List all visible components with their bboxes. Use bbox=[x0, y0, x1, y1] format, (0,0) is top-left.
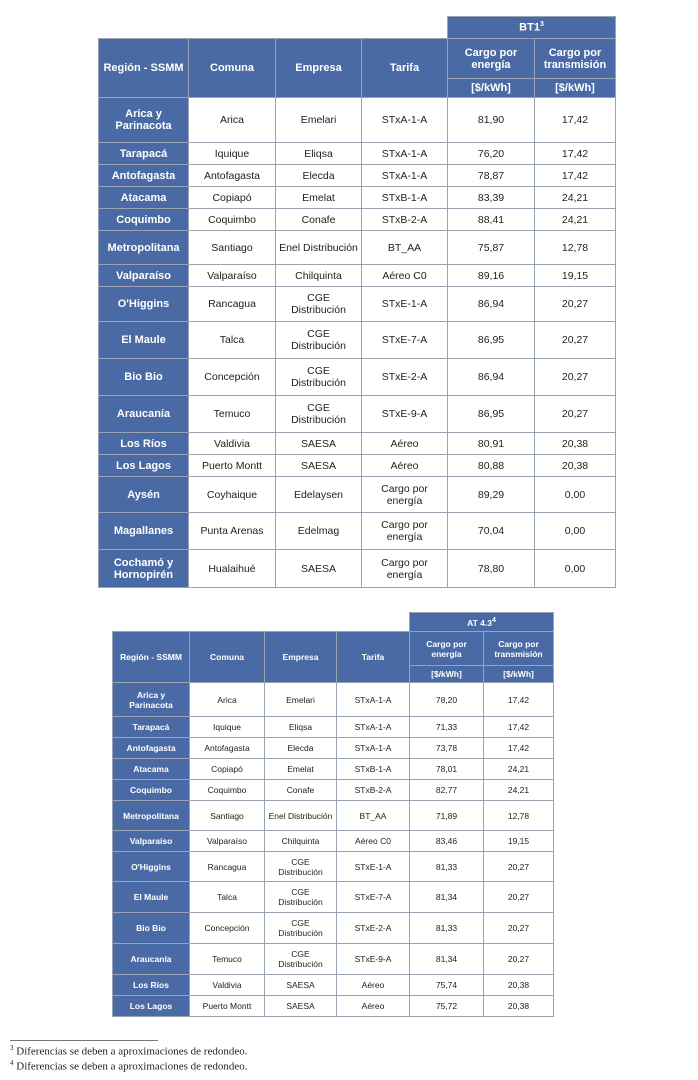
tarifa-cell: STxA-1-A bbox=[337, 738, 410, 759]
table-row bbox=[99, 209, 616, 231]
comuna-cell: Talca bbox=[189, 322, 276, 359]
empresa-cell: SAESA bbox=[265, 975, 337, 996]
transmision-cell: 24,21 bbox=[484, 780, 554, 801]
region-cell: Bio Bio bbox=[113, 913, 190, 944]
empresa-cell: Emelat bbox=[265, 759, 337, 780]
comuna-cell: Santiago bbox=[190, 801, 265, 831]
table-row bbox=[99, 396, 616, 433]
empresa-cell: Conafe bbox=[276, 209, 362, 231]
comuna-cell: Coyhaique bbox=[189, 477, 276, 513]
transmision-cell: 20,27 bbox=[535, 396, 616, 433]
table-row bbox=[113, 913, 554, 944]
tarifa-cell: STxB-2-A bbox=[337, 780, 410, 801]
table-row bbox=[99, 550, 616, 588]
table-row bbox=[99, 359, 616, 396]
region-cell: El Maule bbox=[113, 882, 190, 913]
col-header-cargo-transmision: Cargo por transmisión bbox=[484, 632, 554, 666]
empresa-cell: Enel Distribución bbox=[276, 231, 362, 265]
transmision-cell: 12,78 bbox=[484, 801, 554, 831]
empresa-cell: Chilquinta bbox=[276, 265, 362, 287]
empresa-cell: CGE Distribución bbox=[265, 944, 337, 975]
tariff-table-at43 bbox=[112, 612, 554, 1017]
transmision-cell: 20,38 bbox=[535, 433, 616, 455]
energia-cell: 81,33 bbox=[410, 913, 484, 944]
footnote-mark: 4 bbox=[492, 616, 496, 624]
transmision-cell: 20,38 bbox=[535, 455, 616, 477]
region-cell: Cochamó y Hornopirén bbox=[99, 550, 189, 588]
comuna-cell: Rancagua bbox=[189, 287, 276, 322]
transmision-cell: 0,00 bbox=[535, 513, 616, 550]
transmision-cell: 20,27 bbox=[484, 944, 554, 975]
table-row bbox=[99, 265, 616, 287]
comuna-cell: Arica bbox=[189, 98, 276, 143]
unit-energia: [$/kWh] bbox=[448, 79, 535, 98]
region-cell: O'Higgins bbox=[113, 852, 190, 882]
col-header-cargo-energia: Cargo por energía bbox=[410, 632, 484, 666]
table-row bbox=[99, 187, 616, 209]
transmision-cell: 20,27 bbox=[484, 882, 554, 913]
table-row bbox=[113, 882, 554, 913]
energia-cell: 71,33 bbox=[410, 717, 484, 738]
region-cell: O'Higgins bbox=[99, 287, 189, 322]
tarifa-cell: Cargo por energía bbox=[362, 513, 448, 550]
region-cell: Los Ríos bbox=[99, 433, 189, 455]
group-header: AT $4.3^4$ bbox=[410, 613, 554, 632]
comuna-cell: Antofagasta bbox=[190, 738, 265, 759]
tarifa-cell: STxE-1-A bbox=[337, 852, 410, 882]
tarifa-cell: STxA-1-A bbox=[337, 683, 410, 717]
transmision-cell: 20,38 bbox=[484, 996, 554, 1017]
tarifa-cell: BT_AA bbox=[337, 801, 410, 831]
comuna-cell: Concepción bbox=[189, 359, 276, 396]
footnote-4: $^4$ Diferencias se deben a aproximaciones de redondeo. bbox=[10, 1059, 248, 1073]
table-row bbox=[113, 831, 554, 852]
empresa-cell: Emelat bbox=[276, 187, 362, 209]
empresa-cell: SAESA bbox=[276, 433, 362, 455]
tarifa-cell: STxE-7-A bbox=[337, 882, 410, 913]
transmision-cell: 17,42 bbox=[484, 683, 554, 717]
col-header-empresa: Empresa bbox=[265, 632, 337, 683]
col-header-empresa: Empresa bbox=[276, 39, 362, 98]
tarifa-cell: STxE-2-A bbox=[337, 913, 410, 944]
table-row bbox=[99, 165, 616, 187]
table-row bbox=[113, 759, 554, 780]
table-row bbox=[113, 738, 554, 759]
energia-cell: 86,94 bbox=[448, 287, 535, 322]
energia-cell: 70,04 bbox=[448, 513, 535, 550]
empresa-cell: CGE Distribución bbox=[276, 287, 362, 322]
table-row bbox=[113, 780, 554, 801]
empresa-cell: Emelari bbox=[276, 98, 362, 143]
region-cell: Magallanes bbox=[99, 513, 189, 550]
tarifa-cell: BT_AA bbox=[362, 231, 448, 265]
region-cell: Arica y Parinacota bbox=[113, 683, 190, 717]
empresa-cell: Edelaysen bbox=[276, 477, 362, 513]
energia-cell: 78,87 bbox=[448, 165, 535, 187]
col-header-cargo-energia: Cargo por energía bbox=[448, 39, 535, 79]
comuna-cell: Iquique bbox=[190, 717, 265, 738]
energia-cell: 89,16 bbox=[448, 265, 535, 287]
energia-cell: 89,29 bbox=[448, 477, 535, 513]
col-header-tarifa: Tarifa bbox=[337, 632, 410, 683]
transmision-cell: 20,27 bbox=[535, 287, 616, 322]
empresa-cell: CGE Distribución bbox=[276, 359, 362, 396]
transmision-cell: 20,27 bbox=[535, 322, 616, 359]
col-header-comuna: Comuna bbox=[189, 39, 276, 98]
transmision-cell: 17,42 bbox=[484, 717, 554, 738]
energia-cell: 71,89 bbox=[410, 801, 484, 831]
tarifa-cell: Aéreo C0 bbox=[337, 831, 410, 852]
region-cell: Tarapacá bbox=[99, 143, 189, 165]
comuna-cell: Temuco bbox=[190, 944, 265, 975]
footnote-mark: 3 bbox=[539, 21, 544, 29]
comuna-cell: Puerto Montt bbox=[190, 996, 265, 1017]
energia-cell: 75,72 bbox=[410, 996, 484, 1017]
region-cell: Arica y Parinacota bbox=[99, 98, 189, 143]
energia-cell: 80,88 bbox=[448, 455, 535, 477]
tarifa-cell: STxA-1-A bbox=[362, 143, 448, 165]
tarifa-cell: STxE-1-A bbox=[362, 287, 448, 322]
empresa-cell: SAESA bbox=[276, 550, 362, 588]
energia-cell: 88,41 bbox=[448, 209, 535, 231]
empresa-cell: Elecda bbox=[276, 165, 362, 187]
empresa-cell: CGE Distribución bbox=[276, 396, 362, 433]
region-cell: Araucanía bbox=[99, 396, 189, 433]
table-row bbox=[113, 683, 554, 717]
comuna-cell: Valdivia bbox=[189, 433, 276, 455]
col-header-tarifa: Tarifa bbox=[362, 39, 448, 98]
unit-energia: [$/kWh] bbox=[410, 666, 484, 683]
table-row bbox=[99, 455, 616, 477]
transmision-cell: 17,42 bbox=[535, 98, 616, 143]
comuna-cell: Talca bbox=[190, 882, 265, 913]
unit-transmision: [$/kWh] bbox=[484, 666, 554, 683]
tarifa-cell: Aéreo bbox=[337, 996, 410, 1017]
energia-cell: 83,39 bbox=[448, 187, 535, 209]
table-row bbox=[113, 852, 554, 882]
table-row bbox=[99, 143, 616, 165]
comuna-cell: Arica bbox=[190, 683, 265, 717]
energia-cell: 86,95 bbox=[448, 396, 535, 433]
energia-cell: 80,91 bbox=[448, 433, 535, 455]
energia-cell: 75,74 bbox=[410, 975, 484, 996]
table-row bbox=[99, 477, 616, 513]
empresa-cell: Enel Distribución bbox=[265, 801, 337, 831]
empresa-cell: Edelmag bbox=[276, 513, 362, 550]
empresa-cell: SAESA bbox=[276, 455, 362, 477]
tarifa-cell: Aéreo bbox=[337, 975, 410, 996]
tarifa-cell: STxE-7-A bbox=[362, 322, 448, 359]
region-cell: Coquimbo bbox=[113, 780, 190, 801]
unit-transmision: [$/kWh] bbox=[535, 79, 616, 98]
table-row bbox=[113, 717, 554, 738]
energia-cell: 78,20 bbox=[410, 683, 484, 717]
energia-cell: 78,80 bbox=[448, 550, 535, 588]
empresa-cell: Eliqsa bbox=[276, 143, 362, 165]
tarifa-cell: Aéreo bbox=[362, 455, 448, 477]
transmision-cell: 17,42 bbox=[535, 165, 616, 187]
comuna-cell: Copiapó bbox=[189, 187, 276, 209]
transmision-cell: 17,42 bbox=[535, 143, 616, 165]
comuna-cell: Copiapó bbox=[190, 759, 265, 780]
energia-cell: 82,77 bbox=[410, 780, 484, 801]
region-cell: Tarapacá bbox=[113, 717, 190, 738]
empresa-cell: Chilquinta bbox=[265, 831, 337, 852]
empresa-cell: CGE Distribución bbox=[265, 852, 337, 882]
table-row bbox=[99, 513, 616, 550]
tarifa-cell: STxE-9-A bbox=[337, 944, 410, 975]
region-cell: Atacama bbox=[113, 759, 190, 780]
comuna-cell: Temuco bbox=[189, 396, 276, 433]
transmision-cell: 0,00 bbox=[535, 550, 616, 588]
energia-cell: 81,33 bbox=[410, 852, 484, 882]
region-cell: Los Lagos bbox=[113, 996, 190, 1017]
region-cell: Araucanía bbox=[113, 944, 190, 975]
group-header: $BT1^3$ bbox=[448, 17, 616, 39]
comuna-cell: Rancagua bbox=[190, 852, 265, 882]
region-cell: Metropolitana bbox=[99, 231, 189, 265]
tarifa-cell: STxB-1-A bbox=[337, 759, 410, 780]
empresa-cell: CGE Distribución bbox=[265, 882, 337, 913]
tarifa-cell: STxB-2-A bbox=[362, 209, 448, 231]
comuna-cell: Puerto Montt bbox=[189, 455, 276, 477]
energia-cell: 81,90 bbox=[448, 98, 535, 143]
transmision-cell: 24,21 bbox=[484, 759, 554, 780]
region-cell: Valparaíso bbox=[99, 265, 189, 287]
region-cell: Metropolitana bbox=[113, 801, 190, 831]
table-row bbox=[99, 231, 616, 265]
region-cell: Coquimbo bbox=[99, 209, 189, 231]
transmision-cell: 12,78 bbox=[535, 231, 616, 265]
energia-cell: 81,34 bbox=[410, 944, 484, 975]
region-cell: Antofagasta bbox=[99, 165, 189, 187]
energia-cell: 86,94 bbox=[448, 359, 535, 396]
transmision-cell: 20,27 bbox=[484, 913, 554, 944]
comuna-cell: Hualaihué bbox=[189, 550, 276, 588]
tarifa-cell: STxA-1-A bbox=[362, 98, 448, 143]
table-row bbox=[113, 996, 554, 1017]
empresa-cell: SAESA bbox=[265, 996, 337, 1017]
energia-cell: 73,78 bbox=[410, 738, 484, 759]
table-row bbox=[99, 433, 616, 455]
col-header-cargo-transmision: Cargo por transmisión bbox=[535, 39, 616, 79]
comuna-cell: Valparaíso bbox=[189, 265, 276, 287]
empresa-cell: CGE Distribución bbox=[265, 913, 337, 944]
transmision-cell: 20,27 bbox=[535, 359, 616, 396]
tarifa-cell: Aéreo C0 bbox=[362, 265, 448, 287]
empresa-cell: Elecda bbox=[265, 738, 337, 759]
transmision-cell: 17,42 bbox=[484, 738, 554, 759]
tarifa-cell: Cargo por energía bbox=[362, 477, 448, 513]
comuna-cell: Concepción bbox=[190, 913, 265, 944]
comuna-cell: Coquimbo bbox=[189, 209, 276, 231]
table-row bbox=[113, 975, 554, 996]
region-cell: Valparaíso bbox=[113, 831, 190, 852]
empresa-cell: CGE Distribución bbox=[276, 322, 362, 359]
comuna-cell: Valdivia bbox=[190, 975, 265, 996]
col-header-region: Región - SSMM bbox=[99, 39, 189, 98]
comuna-cell: Valparaíso bbox=[190, 831, 265, 852]
transmision-cell: 20,38 bbox=[484, 975, 554, 996]
energia-cell: 78,01 bbox=[410, 759, 484, 780]
empresa-cell: Eliqsa bbox=[265, 717, 337, 738]
energia-cell: 81,34 bbox=[410, 882, 484, 913]
col-header-region: Región - SSMM bbox=[113, 632, 190, 683]
table-row bbox=[113, 801, 554, 831]
region-cell: Los Lagos bbox=[99, 455, 189, 477]
energia-cell: 76,20 bbox=[448, 143, 535, 165]
transmision-cell: 19,15 bbox=[484, 831, 554, 852]
tarifa-cell: STxA-1-A bbox=[337, 717, 410, 738]
region-cell: Aysén bbox=[99, 477, 189, 513]
transmision-cell: 24,21 bbox=[535, 187, 616, 209]
energia-cell: 86,95 bbox=[448, 322, 535, 359]
table-row bbox=[99, 287, 616, 322]
table-row bbox=[113, 944, 554, 975]
region-cell: El Maule bbox=[99, 322, 189, 359]
tarifa-cell: STxE-2-A bbox=[362, 359, 448, 396]
comuna-cell: Iquique bbox=[189, 143, 276, 165]
col-header-comuna: Comuna bbox=[190, 632, 265, 683]
comuna-cell: Coquimbo bbox=[190, 780, 265, 801]
table-row bbox=[99, 98, 616, 143]
footnote-divider bbox=[10, 1040, 158, 1041]
tarifa-cell: STxE-9-A bbox=[362, 396, 448, 433]
transmision-cell: 20,27 bbox=[484, 852, 554, 882]
empresa-cell: Emelari bbox=[265, 683, 337, 717]
tarifa-cell: STxB-1-A bbox=[362, 187, 448, 209]
region-cell: Los Ríos bbox=[113, 975, 190, 996]
comuna-cell: Punta Arenas bbox=[189, 513, 276, 550]
energia-cell: 83,46 bbox=[410, 831, 484, 852]
tariff-table-bt1 bbox=[98, 16, 616, 588]
tarifa-cell: Cargo por energía bbox=[362, 550, 448, 588]
tarifa-cell: STxA-1-A bbox=[362, 165, 448, 187]
comuna-cell: Antofagasta bbox=[189, 165, 276, 187]
tarifa-cell: Aéreo bbox=[362, 433, 448, 455]
empresa-cell: Conafe bbox=[265, 780, 337, 801]
energia-cell: 75,87 bbox=[448, 231, 535, 265]
transmision-cell: 0,00 bbox=[535, 477, 616, 513]
region-cell: Antofagasta bbox=[113, 738, 190, 759]
footnote-3: $^3$ Diferencias se deben a aproximaciones de redondeo. bbox=[10, 1044, 248, 1058]
comuna-cell: Santiago bbox=[189, 231, 276, 265]
transmision-cell: 19,15 bbox=[535, 265, 616, 287]
transmision-cell: 24,21 bbox=[535, 209, 616, 231]
region-cell: Bio Bio bbox=[99, 359, 189, 396]
region-cell: Atacama bbox=[99, 187, 189, 209]
table-row bbox=[99, 322, 616, 359]
